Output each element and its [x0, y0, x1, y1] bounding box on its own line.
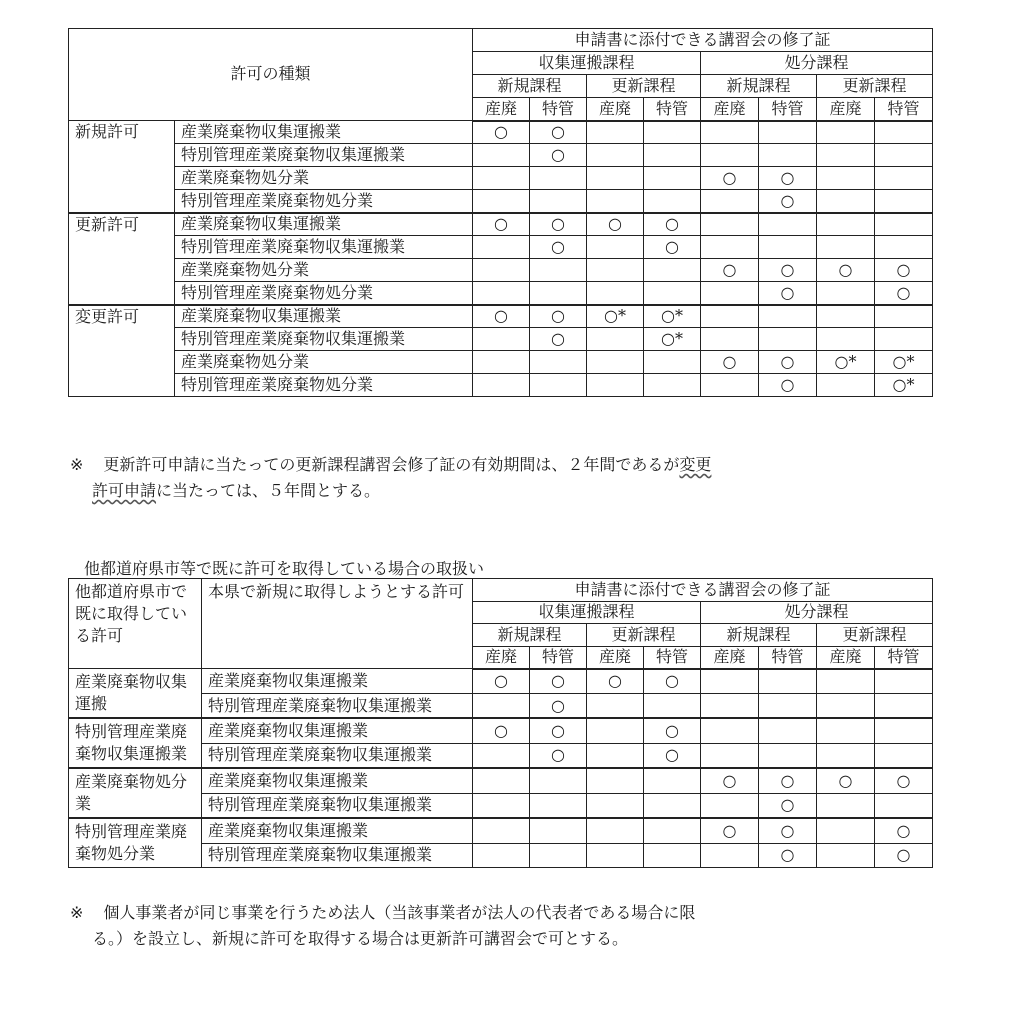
mark-cell: ○ — [644, 213, 701, 236]
mark-cell — [530, 259, 587, 282]
mark-cell — [587, 144, 644, 167]
group-header-disposal: 処分課程 — [701, 52, 933, 75]
group-header-collection: 収集運搬課程 — [473, 601, 701, 624]
mark-cell — [473, 328, 530, 351]
mark-cell — [530, 282, 587, 305]
column-header: 特管 — [759, 98, 817, 121]
row-label: 特別管理産業廃棄物収集運搬業 — [175, 328, 473, 351]
mark-cell — [817, 305, 875, 328]
mark-cell — [701, 190, 759, 213]
mark-cell — [701, 718, 759, 743]
mark-cell — [587, 236, 644, 259]
mark-cell: ○ — [530, 236, 587, 259]
mark-cell — [530, 843, 587, 868]
mark-cell — [817, 694, 875, 719]
table-corner-header: 許可の種類 — [69, 29, 473, 121]
note-text: に当たっては、５年間とする。 — [156, 481, 381, 500]
note-individual-line1 — [70, 900, 695, 926]
row-category: 特別管理産業廃棄物処分業 — [69, 818, 202, 868]
row-category: 更新許可 — [69, 213, 175, 305]
mark-cell — [587, 843, 644, 868]
row-label: 特別管理産業廃棄物収集運搬業 — [202, 793, 473, 818]
table-row — [69, 818, 933, 843]
mark-cell: ○ — [759, 768, 817, 793]
column-header: 特管 — [644, 646, 701, 669]
mark-cell: ○ — [817, 259, 875, 282]
other-prefecture-table-body — [69, 579, 933, 868]
note-validity — [70, 452, 711, 504]
mark-cell — [701, 121, 759, 144]
mark-cell: ○ — [759, 167, 817, 190]
column-header: 特管 — [644, 98, 701, 121]
note-mark: ※ — [70, 903, 84, 922]
table-row — [69, 144, 933, 167]
group-header-disposal: 処分課程 — [701, 601, 933, 624]
table-row — [69, 718, 933, 743]
mark-cell — [759, 669, 817, 694]
mark-cell — [473, 793, 530, 818]
table-row — [69, 768, 933, 793]
mark-cell — [587, 743, 644, 768]
column-header: 特管 — [759, 646, 817, 669]
mark-cell — [875, 167, 933, 190]
mark-cell: ○ — [644, 669, 701, 694]
mark-cell: ○* — [644, 305, 701, 328]
mark-cell: ○ — [875, 259, 933, 282]
mark-cell — [817, 236, 875, 259]
mark-cell — [817, 328, 875, 351]
mark-cell — [587, 167, 644, 190]
mark-cell: ○ — [701, 818, 759, 843]
mark-cell: ○* — [875, 351, 933, 374]
row-category: 特別管理産業廃棄物収集運搬業 — [69, 718, 202, 768]
mark-cell — [530, 190, 587, 213]
mark-cell: ○ — [759, 374, 817, 397]
mark-cell — [473, 190, 530, 213]
mark-cell — [530, 374, 587, 397]
mark-cell — [817, 121, 875, 144]
mark-cell — [587, 768, 644, 793]
subgroup-header: 新規課程 — [701, 75, 817, 98]
mark-cell: ○ — [759, 282, 817, 305]
mark-cell — [587, 718, 644, 743]
mark-cell — [875, 328, 933, 351]
mark-cell — [473, 236, 530, 259]
note-mark: ※ — [70, 455, 84, 474]
mark-cell — [701, 793, 759, 818]
table-row — [69, 305, 933, 328]
mark-cell — [875, 669, 933, 694]
mark-cell — [644, 144, 701, 167]
table-row — [69, 213, 933, 236]
mark-cell: ○ — [759, 843, 817, 868]
permit-type-table-body — [69, 29, 933, 397]
mark-cell — [701, 144, 759, 167]
mark-cell — [530, 818, 587, 843]
mark-cell — [473, 843, 530, 868]
mark-cell: ○ — [875, 282, 933, 305]
row-label: 特別管理産業廃棄物収集運搬業 — [202, 743, 473, 768]
mark-cell: ○ — [530, 694, 587, 719]
row-category: 産業廃棄物処分業 — [69, 768, 202, 818]
mark-cell — [473, 167, 530, 190]
table-row — [69, 669, 933, 694]
mark-cell — [875, 213, 933, 236]
mark-cell — [817, 190, 875, 213]
column-header: 産廃 — [473, 98, 530, 121]
row-label: 特別管理産業廃棄物処分業 — [175, 190, 473, 213]
mark-cell: ○ — [701, 768, 759, 793]
section-heading: 他都道府県市等で既に許可を取得している場合の取扱い — [84, 559, 485, 578]
mark-cell — [644, 121, 701, 144]
mark-cell — [587, 259, 644, 282]
mark-cell — [473, 259, 530, 282]
table-corner-existing: 他都道府県市で既に取得している許可 — [69, 579, 202, 669]
mark-cell — [644, 351, 701, 374]
mark-cell: ○ — [644, 236, 701, 259]
mark-cell — [759, 694, 817, 719]
mark-cell — [587, 694, 644, 719]
mark-cell — [759, 305, 817, 328]
mark-cell: ○ — [530, 121, 587, 144]
mark-cell — [644, 259, 701, 282]
column-header: 特管 — [875, 646, 933, 669]
mark-cell — [701, 236, 759, 259]
mark-cell: ○ — [875, 768, 933, 793]
mark-cell: ○ — [644, 743, 701, 768]
mark-cell — [701, 669, 759, 694]
mark-cell — [644, 768, 701, 793]
mark-cell — [587, 818, 644, 843]
mark-cell: ○ — [473, 121, 530, 144]
subgroup-header: 更新課程 — [817, 75, 933, 98]
mark-cell — [587, 328, 644, 351]
row-label: 産業廃棄物収集運搬業 — [202, 768, 473, 793]
mark-cell — [875, 236, 933, 259]
mark-cell: ○ — [759, 818, 817, 843]
mark-cell: ○ — [759, 793, 817, 818]
note-validity-line1 — [70, 452, 711, 478]
super-header: 申請書に添付できる講習会の修了証 — [473, 29, 933, 52]
mark-cell: ○ — [530, 213, 587, 236]
mark-cell: ○ — [530, 669, 587, 694]
column-header: 産廃 — [817, 646, 875, 669]
mark-cell — [701, 328, 759, 351]
permit-type-table — [68, 28, 933, 397]
mark-cell — [817, 793, 875, 818]
mark-cell: ○ — [759, 259, 817, 282]
mark-cell — [701, 213, 759, 236]
mark-cell — [817, 374, 875, 397]
mark-cell — [875, 743, 933, 768]
row-category: 産業廃棄物収集運搬 — [69, 669, 202, 719]
super-header: 申請書に添付できる講習会の修了証 — [473, 579, 933, 602]
mark-cell: ○ — [644, 718, 701, 743]
mark-cell — [701, 374, 759, 397]
mark-cell — [587, 121, 644, 144]
mark-cell: ○ — [473, 669, 530, 694]
mark-cell — [587, 190, 644, 213]
row-label: 産業廃棄物収集運搬業 — [202, 718, 473, 743]
mark-cell — [473, 818, 530, 843]
row-label: 特別管理産業廃棄物収集運搬業 — [202, 694, 473, 719]
mark-cell — [759, 328, 817, 351]
mark-cell: ○ — [530, 743, 587, 768]
mark-cell — [875, 694, 933, 719]
note-validity-line2 — [70, 478, 711, 504]
mark-cell — [473, 694, 530, 719]
mark-cell — [473, 768, 530, 793]
mark-cell — [817, 167, 875, 190]
column-header: 特管 — [530, 98, 587, 121]
mark-cell — [701, 743, 759, 768]
mark-cell: ○* — [644, 328, 701, 351]
mark-cell: ○ — [875, 843, 933, 868]
mark-cell — [759, 236, 817, 259]
column-header: 産廃 — [701, 98, 759, 121]
mark-cell: ○* — [817, 351, 875, 374]
mark-cell — [759, 718, 817, 743]
row-label: 産業廃棄物処分業 — [175, 167, 473, 190]
mark-cell: ○ — [530, 718, 587, 743]
group-header-collection: 収集運搬課程 — [473, 52, 701, 75]
mark-cell — [817, 144, 875, 167]
mark-cell — [644, 694, 701, 719]
note-text: る。）を設立し、新規に許可を取得する場合は更新許可講習会で可とする。 — [92, 929, 629, 948]
row-category: 新規許可 — [69, 121, 175, 213]
row-label: 産業廃棄物収集運搬業 — [202, 669, 473, 694]
other-prefecture-table — [68, 578, 933, 868]
mark-cell — [473, 743, 530, 768]
column-header: 産廃 — [473, 646, 530, 669]
row-category: 変更許可 — [69, 305, 175, 397]
row-label: 特別管理産業廃棄物処分業 — [175, 282, 473, 305]
mark-cell — [530, 768, 587, 793]
table-row — [69, 259, 933, 282]
note-individual-line2 — [70, 926, 695, 952]
mark-cell — [644, 374, 701, 397]
mark-cell — [587, 793, 644, 818]
subgroup-header: 更新課程 — [587, 624, 701, 647]
mark-cell — [530, 793, 587, 818]
mark-cell — [875, 718, 933, 743]
mark-cell: ○ — [701, 351, 759, 374]
row-label: 特別管理産業廃棄物収集運搬業 — [202, 843, 473, 868]
subgroup-header: 更新課程 — [587, 75, 701, 98]
mark-cell: ○ — [701, 167, 759, 190]
note-individual — [70, 900, 695, 952]
mark-cell — [644, 190, 701, 213]
mark-cell: ○ — [530, 328, 587, 351]
row-label: 産業廃棄物収集運搬業 — [175, 213, 473, 236]
row-label: 産業廃棄物収集運搬業 — [175, 121, 473, 144]
table-row — [69, 167, 933, 190]
mark-cell — [759, 121, 817, 144]
subgroup-header: 新規課程 — [473, 624, 587, 647]
mark-cell: ○ — [701, 259, 759, 282]
mark-cell — [759, 743, 817, 768]
table-row — [69, 282, 933, 305]
mark-cell: ○ — [473, 718, 530, 743]
mark-cell: ○ — [759, 351, 817, 374]
mark-cell: ○ — [759, 190, 817, 213]
mark-cell: ○ — [587, 213, 644, 236]
mark-cell — [875, 144, 933, 167]
mark-cell: ○ — [587, 669, 644, 694]
mark-cell: ○ — [530, 305, 587, 328]
column-header: 産廃 — [587, 98, 644, 121]
mark-cell — [473, 282, 530, 305]
subgroup-header: 更新課程 — [817, 624, 933, 647]
mark-cell — [817, 843, 875, 868]
mark-cell — [875, 305, 933, 328]
table-row — [69, 236, 933, 259]
mark-cell — [587, 282, 644, 305]
column-header: 産廃 — [587, 646, 644, 669]
column-header: 産廃 — [701, 646, 759, 669]
note-wavy-text: 変更 — [679, 455, 712, 474]
column-header: 産廃 — [817, 98, 875, 121]
mark-cell — [817, 669, 875, 694]
mark-cell — [817, 282, 875, 305]
mark-cell — [473, 351, 530, 374]
row-label: 特別管理産業廃棄物収集運搬業 — [175, 144, 473, 167]
mark-cell — [875, 121, 933, 144]
mark-cell: ○ — [473, 305, 530, 328]
table-row — [69, 328, 933, 351]
table-corner-new: 本県で新規に取得しようとする許可 — [202, 579, 473, 669]
row-label: 産業廃棄物収集運搬業 — [175, 305, 473, 328]
mark-cell — [473, 374, 530, 397]
mark-cell — [473, 144, 530, 167]
subgroup-header: 新規課程 — [473, 75, 587, 98]
mark-cell — [759, 144, 817, 167]
column-header: 特管 — [875, 98, 933, 121]
mark-cell — [701, 305, 759, 328]
mark-cell: ○* — [875, 374, 933, 397]
column-header: 特管 — [530, 646, 587, 669]
mark-cell — [701, 694, 759, 719]
mark-cell — [875, 793, 933, 818]
mark-cell: ○ — [530, 144, 587, 167]
subgroup-header: 新規課程 — [701, 624, 817, 647]
mark-cell — [817, 213, 875, 236]
mark-cell — [644, 167, 701, 190]
row-label: 産業廃棄物処分業 — [175, 259, 473, 282]
row-label: 産業廃棄物収集運搬業 — [202, 818, 473, 843]
mark-cell — [817, 743, 875, 768]
mark-cell — [587, 374, 644, 397]
table-row — [69, 190, 933, 213]
row-label: 特別管理産業廃棄物収集運搬業 — [175, 236, 473, 259]
mark-cell — [701, 843, 759, 868]
mark-cell — [530, 167, 587, 190]
mark-cell — [644, 793, 701, 818]
mark-cell — [644, 843, 701, 868]
mark-cell — [530, 351, 587, 374]
mark-cell — [587, 351, 644, 374]
table-row — [69, 351, 933, 374]
note-text: 個人事業者が同じ事業を行うため法人（当該事業者が法人の代表者である場合に限 — [103, 903, 696, 922]
row-label: 特別管理産業廃棄物処分業 — [175, 374, 473, 397]
mark-cell: ○* — [587, 305, 644, 328]
mark-cell — [644, 282, 701, 305]
mark-cell — [817, 818, 875, 843]
mark-cell: ○ — [817, 768, 875, 793]
mark-cell — [701, 282, 759, 305]
table-row — [69, 374, 933, 397]
mark-cell: ○ — [875, 818, 933, 843]
mark-cell — [817, 718, 875, 743]
mark-cell — [759, 213, 817, 236]
note-text: 更新許可申請に当たっての更新課程講習会修了証の有効期間は、２年間であるが — [103, 455, 680, 474]
row-label: 産業廃棄物処分業 — [175, 351, 473, 374]
table-row — [69, 121, 933, 144]
mark-cell: ○ — [473, 213, 530, 236]
mark-cell — [875, 190, 933, 213]
mark-cell — [644, 818, 701, 843]
note-wavy-text: 許可申請 — [92, 481, 157, 500]
